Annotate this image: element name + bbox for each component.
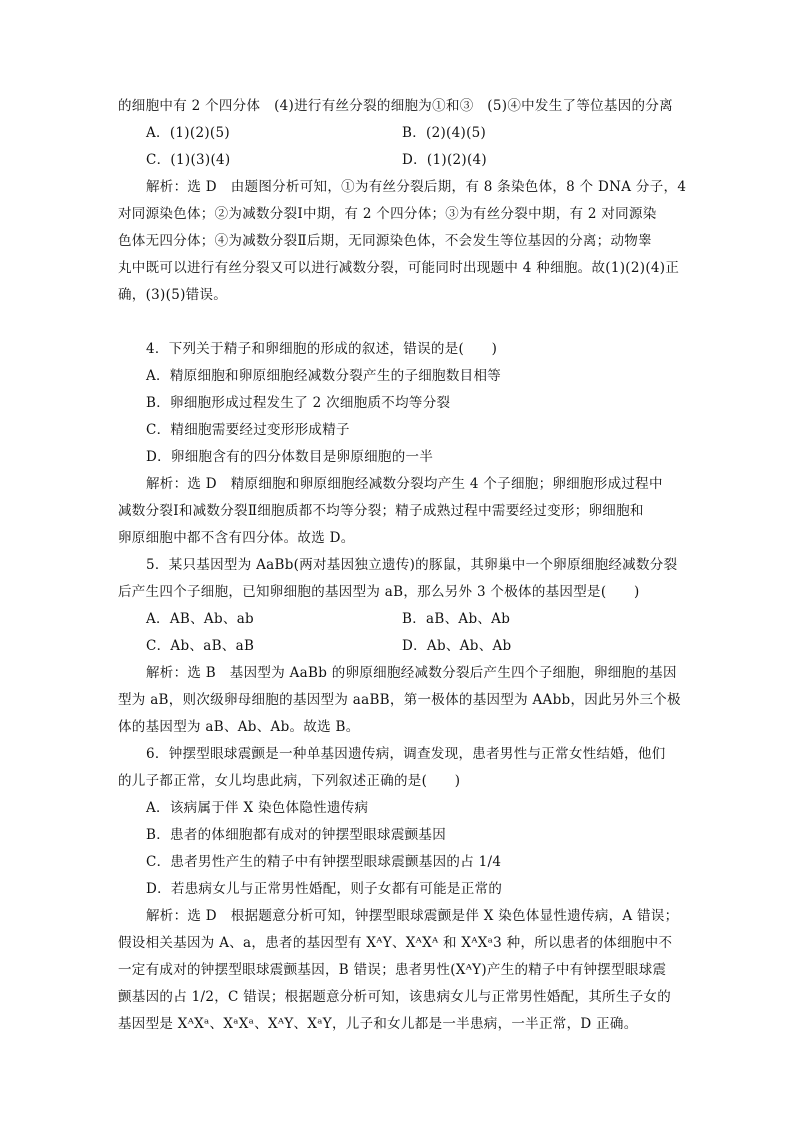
option-c: C．(1)(3)(4) bbox=[146, 152, 231, 168]
option-a: A．(1)(2)(5) bbox=[146, 125, 230, 141]
answer-line: 解析：选 D 由题图分析可知，①为有丝分裂后期，有 8 条染色体，8 个 DNA 分子，4 bbox=[146, 179, 687, 195]
text-line: 基因型是 XᴬXᵃ、XᵃXᵃ、XᴬY、XᵃY，儿子和女儿都是一半患病，一半正常，D 正确。 bbox=[118, 1016, 638, 1032]
text-line: 确，(3)(5)错误。 bbox=[118, 287, 228, 303]
option-line: C．患者男性产生的精子中有钟摆型眼球震颤基因的占 1/4 bbox=[146, 854, 502, 870]
option-line: B．患者的体细胞都有成对的钟摆型眼球震颤基因 bbox=[146, 827, 447, 843]
question-line: 6．钟摆型眼球震颤是一种单基因遗传病，调查发现，患者男性与正常女性结婚，他们 bbox=[146, 746, 666, 762]
option-d: D．Ab、Ab、Ab bbox=[402, 638, 512, 654]
option-line: C．精细胞需要经过变形形成精子 bbox=[146, 422, 350, 438]
text-line: 一定有成对的钟摆型眼球震颤基因，B 错误；患者男性(XᴬY)产生的精子中有钟摆型眼球震 bbox=[118, 962, 667, 978]
option-b: B．aB、Ab、Ab bbox=[402, 611, 511, 627]
option-line: A．精原细胞和卵原细胞经减数分裂产生的子细胞数目相等 bbox=[146, 368, 502, 384]
text-line: 色体无四分体；④为减数分裂Ⅱ后期，无同源染色体，不会发生等位基因的分离；动物睾 bbox=[118, 233, 652, 249]
option-row bbox=[146, 150, 487, 170]
text-line: 的细胞中有 2 个四分体 (4)进行有丝分裂的细胞为①和③ (5)④中发生了等位基因的分离 bbox=[118, 98, 673, 114]
option-d: D．(1)(2)(4) bbox=[402, 152, 487, 168]
answer-line: 解析：选 D 根据题意分析可知，钟摆型眼球震颤是伴 X 染色体显性遗传病，A 错误； bbox=[146, 908, 679, 924]
option-line: D．卵细胞含有的四分体数目是卵原细胞的一半 bbox=[146, 449, 434, 465]
text-line: 对同源染色体；②为减数分裂Ⅰ中期，有 2 个四分体；③为有丝分裂中期，有 2 对同源染 bbox=[118, 206, 657, 222]
text-line: 型为 aB，则次级卵母细胞的基因型为 aaBB，第一极体的基因型为 AAbb，因此另外三个极 bbox=[118, 692, 681, 708]
text-line: 丸中既可以进行有丝分裂又可以进行减数分裂，可能同时出现题中 4 种细胞。故(1)(2)(4)正 bbox=[118, 260, 680, 276]
text-line: 颤基因的占 1/2，C 错误；根据题意分析可知，该患病女儿与正常男性婚配，其所生子女的 bbox=[118, 989, 672, 1005]
question-line: 后产生四个子细胞，已知卵细胞的基因型为 aB，那么另外 3 个极体的基因型是( ) bbox=[118, 584, 640, 600]
option-row bbox=[146, 609, 511, 629]
text-line: 减数分裂Ⅰ和减数分裂Ⅱ细胞质都不均等分裂；精子成熟过程中需要经过变形；卵细胞和 bbox=[118, 503, 644, 519]
text-line: 假设相关基因为 A、a，患者的基因型有 XᴬY、XᴬXᴬ 和 XᴬXᵃ3 种，所以患者的体细胞中不 bbox=[118, 935, 673, 951]
question-line: 的儿子都正常，女儿均患此病，下列叙述正确的是( ) bbox=[118, 773, 461, 789]
option-a: A．AB、Ab、ab bbox=[146, 611, 255, 627]
question-line: 4．下列关于精子和卵细胞的形成的叙述，错误的是( ) bbox=[146, 341, 498, 357]
text-line: 卵原细胞中都不含有四分体。故选 D。 bbox=[118, 530, 355, 546]
option-line: B．卵细胞形成过程发生了 2 次细胞质不均等分裂 bbox=[146, 395, 451, 411]
question-line: 5．某只基因型为 AaBb(两对基因独立遗传)的豚鼠，其卵巢中一个卵原细胞经减数分裂 bbox=[146, 557, 678, 573]
option-line: D．若患病女儿与正常男性婚配，则子女都有可能是正常的 bbox=[146, 881, 503, 897]
text-line: 体的基因型为 aB、Ab、Ab。故选 B。 bbox=[118, 719, 360, 735]
answer-line: 解析：选 B 基因型为 AaBb 的卵原细胞经减数分裂后产生四个子细胞，卵细胞的基因 bbox=[146, 665, 677, 681]
option-row bbox=[146, 123, 487, 143]
option-c: C．Ab、aB、aB bbox=[146, 638, 255, 654]
option-row bbox=[146, 636, 512, 656]
answer-line: 解析：选 D 精原细胞和卵原细胞经减数分裂均产生 4 个子细胞；卵细胞形成过程中 bbox=[146, 476, 663, 492]
option-b: B．(2)(4)(5) bbox=[402, 125, 487, 141]
option-line: A．该病属于伴 X 染色体隐性遗传病 bbox=[146, 800, 369, 816]
